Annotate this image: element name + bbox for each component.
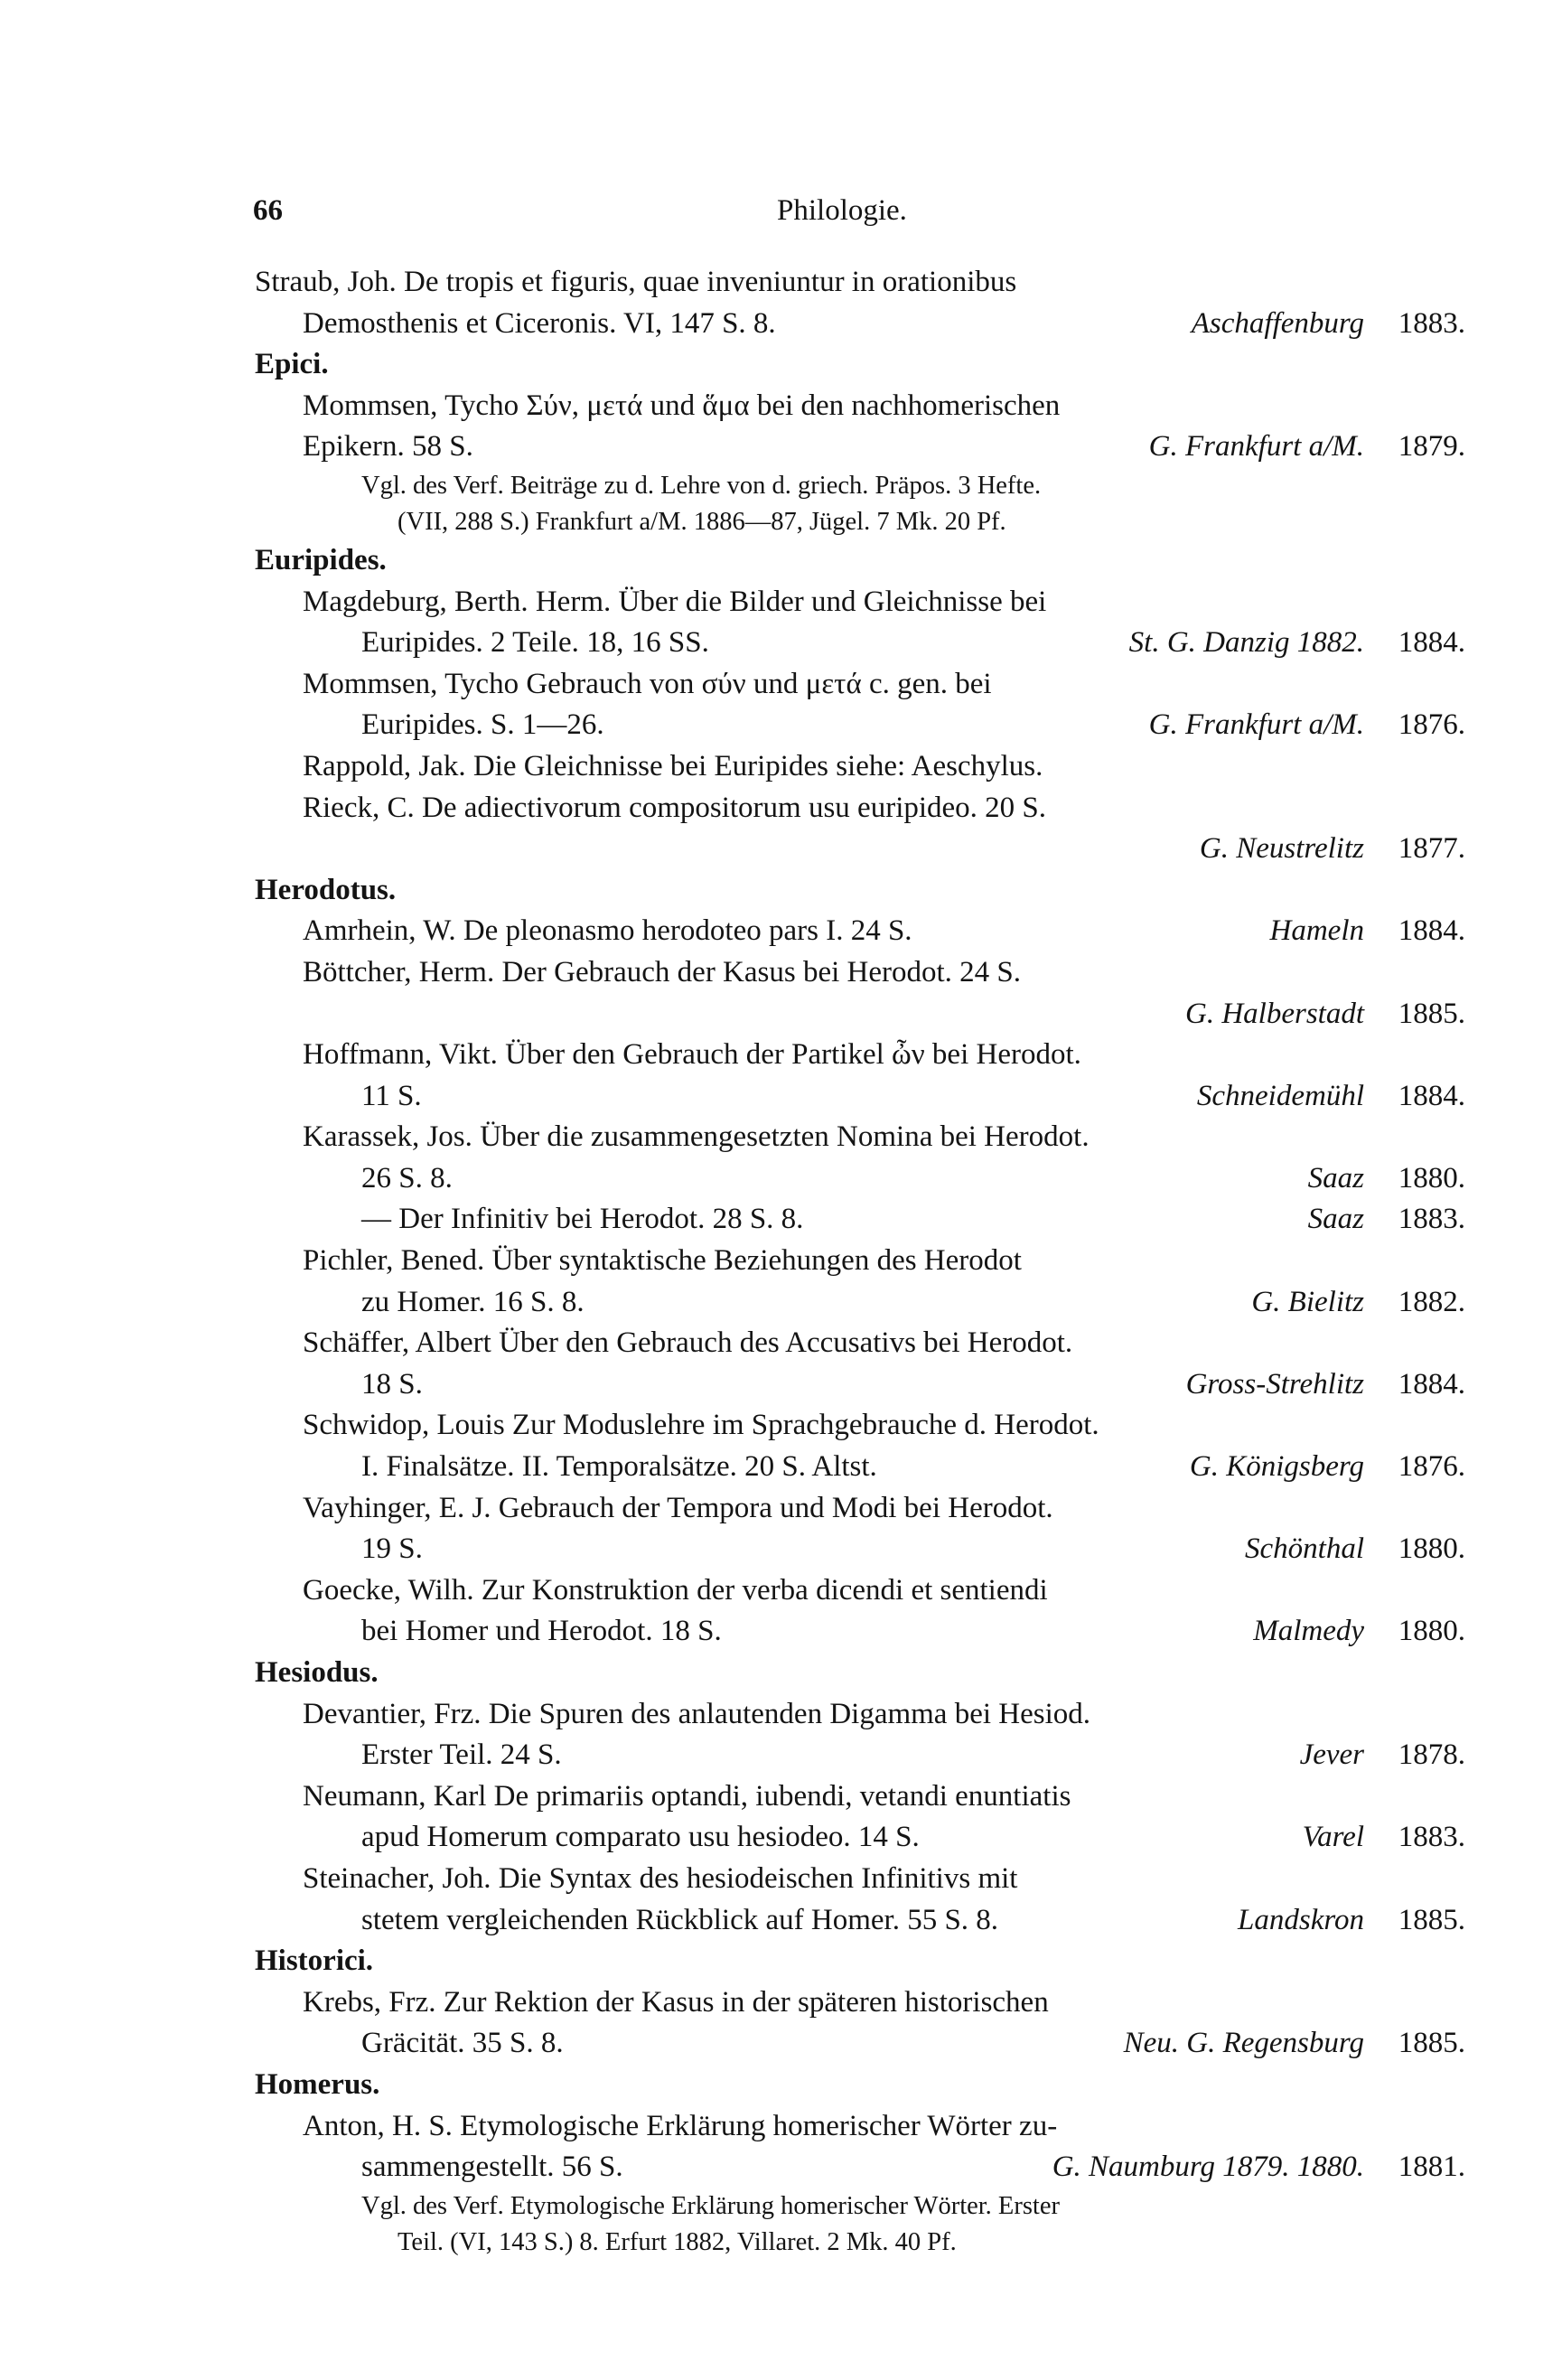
entry-text: stetem vergleichenden Rückblick auf Homer. 55 S. 8. [361,1903,999,1936]
entry-line [255,426,1465,468]
entry-text: Anton, H. S. Etymologische Erklärung homerischer Wörter zu- [303,2109,1058,2142]
entry-year: 1878. [1398,1738,1465,1772]
entry-year: 1883. [1398,306,1465,340]
entry-text: Karassek, Jos. Über die zusammengesetzten Nomina bei Herodot. [303,1120,1090,1154]
entry-line [255,582,1465,623]
entry-line [255,304,1465,345]
entry-place: Aschaffenburg [1191,306,1364,340]
page-number: 66 [253,194,283,227]
entry-line [255,1323,1465,1364]
entry-line [255,1199,1465,1241]
note-line [255,2225,1465,2261]
entry-text: apud Homerum comparato usu hesiodeo. 14 S. [361,1821,920,1854]
entry-text: 18 S. [361,1367,423,1401]
note-line [255,468,1465,504]
entry-line [255,1405,1465,1447]
entry-text: Mommsen, Tycho Gebrauch von σύν und μετά c. gen. bei [303,667,992,700]
entry-text: I. Finalsätze. II. Temporalsätze. 20 S. Altst. [361,1450,877,1484]
entry-text: Rappold, Jak. Die Gleichnisse bei Euripides siehe: Aeschylus. [303,749,1043,782]
entry-place: G. Bielitz [1251,1285,1364,1318]
entry-line [255,1900,1465,1942]
entry-text: Schwidop, Louis Zur Moduslehre im Sprachgebrauche d. Herodot. [303,1409,1099,1442]
entry-line [255,1529,1465,1570]
entry-place: G. Neustrelitz [1199,832,1364,866]
entry-line [255,1447,1465,1488]
entry-text: Vayhinger, E. J. Gebrauch der Tempora und Modi bei Herodot. [303,1491,1053,1524]
entry-place: Landskron [1238,1903,1364,1936]
entry-text: Hoffmann, Vikt. Über den Gebrauch der Partikel ὦν bei Herodot. [303,1038,1081,1072]
entry-line [255,386,1465,427]
entry-year: 1877. [1398,832,1465,866]
entry-year: 1880. [1398,1161,1465,1195]
note-text: Vgl. des Verf. Etymologische Erklärung homerischer Wörter. Erster [361,2191,1060,2220]
section-heading [255,870,1465,912]
entry-year: 1881. [1398,2150,1465,2184]
entry-line [255,1117,1465,1158]
entry-text: 19 S. [361,1532,423,1566]
entry-line [255,1241,1465,1282]
entry-line [255,2147,1465,2188]
entry-place: Varel [1302,1821,1364,1854]
entry-place: G. Königsberg [1189,1450,1364,1484]
entry-line [255,911,1465,952]
entry-place: Schneidemühl [1196,1079,1364,1112]
entry-place: Neu. G. Regensburg [1123,2027,1364,2060]
note-line [255,2188,1465,2225]
entry-year: 1876. [1398,708,1465,742]
entry-place: Schönthal [1245,1532,1364,1566]
entry-year: 1884. [1398,626,1465,660]
entry-text: Goecke, Wilh. Zur Konstruktion der verba dicendi et sentiendi [303,1573,1048,1607]
entry-line [255,1694,1465,1736]
entry-text: — Der Infinitiv bei Herodot. 28 S. 8. [361,1203,804,1236]
entry-line [255,623,1465,664]
entry-year: 1880. [1398,1615,1465,1648]
entry-year: 1884. [1398,1367,1465,1401]
entry-line [255,1035,1465,1076]
entry-line [255,2106,1465,2148]
entry-year: 1884. [1398,1079,1465,1112]
section-heading-text: Historici. [255,1944,374,1978]
entry-line [255,952,1465,994]
entry-line [255,1282,1465,1324]
entry-place: St. G. Danzig 1882. [1128,626,1364,660]
entry-text: zu Homer. 16 S. 8. [361,1285,585,1318]
entry-line [255,1611,1465,1653]
entry-text: Euripides. S. 1—26. [361,708,604,742]
entry-line [255,1076,1465,1118]
entry-place: Malmedy [1253,1615,1364,1648]
entry-line [255,1488,1465,1530]
section-heading [255,2065,1465,2106]
entry-text: 11 S. [361,1079,422,1112]
entry-text: Pichler, Bened. Über syntaktische Beziehungen des Herodot [303,1244,1022,1278]
page-header [253,194,1464,248]
entry-text: Schäffer, Albert Über den Gebrauch des Accusativs bei Herodot. [303,1326,1073,1360]
entry-year: 1883. [1398,1203,1465,1236]
entry-year: 1884. [1398,914,1465,948]
entry-line [255,1158,1465,1200]
entry-line [255,746,1465,788]
entry-line [255,829,1465,870]
section-heading-text: Homerus. [255,2067,380,2101]
entry-line [255,1859,1465,1900]
section-heading [255,1653,1465,1694]
entry-text: sammengestellt. 56 S. [361,2150,623,2184]
entry-line [255,664,1465,706]
entry-text: Steinacher, Joh. Die Syntax des hesiodeischen Infinitivs mit [303,1861,1018,1895]
entry-text: Magdeburg, Berth. Herm. Über die Bilder und Gleichnisse bei [303,585,1047,618]
entry-line [255,262,1465,304]
running-title: Philologie. [777,194,907,227]
entry-text: Straub, Joh. De tropis et figuris, quae inveniuntur in orationibus [255,266,1017,298]
entry-text: Erster Teil. 24 S. [361,1738,562,1772]
section-heading-text: Hesiodus. [255,1656,379,1689]
entry-place: G. Naumburg 1879. 1880. [1052,2150,1364,2184]
entry-text: Mommsen, Tycho Σύν, μετά und ἅμα bei den nachhomerischen [303,389,1061,422]
entry-text: Demosthenis et Ciceronis. VI, 147 S. 8. [303,306,776,340]
entry-place: Saaz [1307,1161,1364,1195]
section-heading-text: Epici. [255,348,329,381]
entry-year: 1882. [1398,1285,1465,1318]
entry-text: Gräcität. 35 S. 8. [361,2027,564,2060]
entry-year: 1883. [1398,1821,1465,1854]
entry-line [255,2023,1465,2065]
entry-text: Neumann, Karl De primariis optandi, iubendi, vetandi enuntiatis [303,1779,1071,1813]
note-text: Vgl. des Verf. Beiträge zu d. Lehre von d. griech. Präpos. 3 Hefte. [361,471,1042,500]
entry-year: 1879. [1398,430,1465,464]
entry-line [255,1735,1465,1776]
entry-place: G. Frankfurt a/M. [1148,708,1364,742]
entry-place: Hameln [1269,914,1364,948]
bibliography-body [255,262,1465,2261]
entry-line [255,788,1465,829]
section-heading-text: Herodotus. [255,873,397,906]
entry-line [255,1982,1465,2024]
section-heading [255,1941,1465,1982]
entry-text: Krebs, Frz. Zur Rektion der Kasus in der späteren historischen [303,1985,1049,2019]
entry-line [255,1776,1465,1818]
note-line [255,504,1465,540]
entry-year: 1885. [1398,2027,1465,2060]
entry-place: G. Frankfurt a/M. [1148,430,1364,464]
entry-line [255,1570,1465,1612]
entry-place: G. Halberstadt [1185,997,1364,1030]
entry-year: 1885. [1398,997,1465,1030]
entry-line [255,1364,1465,1406]
entry-year: 1876. [1398,1450,1465,1484]
entry-text: Devantier, Frz. Die Spuren des anlautenden Digamma bei Hesiod. [303,1697,1091,1730]
entry-text: Epikern. 58 S. [303,430,473,464]
entry-text: Amrhein, W. De pleonasmo herodoteo pars I. 24 S. [303,914,912,948]
entry-line [255,705,1465,746]
entry-place: Saaz [1307,1203,1364,1236]
entry-place: Jever [1299,1738,1364,1772]
entry-text: 26 S. 8. [361,1161,453,1195]
section-heading [255,540,1465,582]
note-text: (VII, 288 S.) Frankfurt a/M. 1886—87, Jügel. 7 Mk. 20 Pf. [398,507,1006,536]
entry-text: Böttcher, Herm. Der Gebrauch der Kasus bei Herodot. 24 S. [303,955,1022,989]
entry-text: bei Homer und Herodot. 18 S. [361,1615,722,1648]
entry-line [255,1817,1465,1859]
section-heading-text: Euripides. [255,543,387,576]
entry-text: Rieck, C. De adiectivorum compositorum usu euripideo. 20 S. [303,791,1047,824]
entry-text: Euripides. 2 Teile. 18, 16 SS. [361,626,709,660]
note-text: Teil. (VI, 143 S.) 8. Erfurt 1882, Villaret. 2 Mk. 40 Pf. [398,2227,957,2256]
entry-place: Gross-Strehlitz [1185,1367,1364,1401]
section-heading [255,344,1465,386]
entry-line [255,994,1465,1035]
entry-year: 1880. [1398,1532,1465,1566]
entry-year: 1885. [1398,1903,1465,1936]
